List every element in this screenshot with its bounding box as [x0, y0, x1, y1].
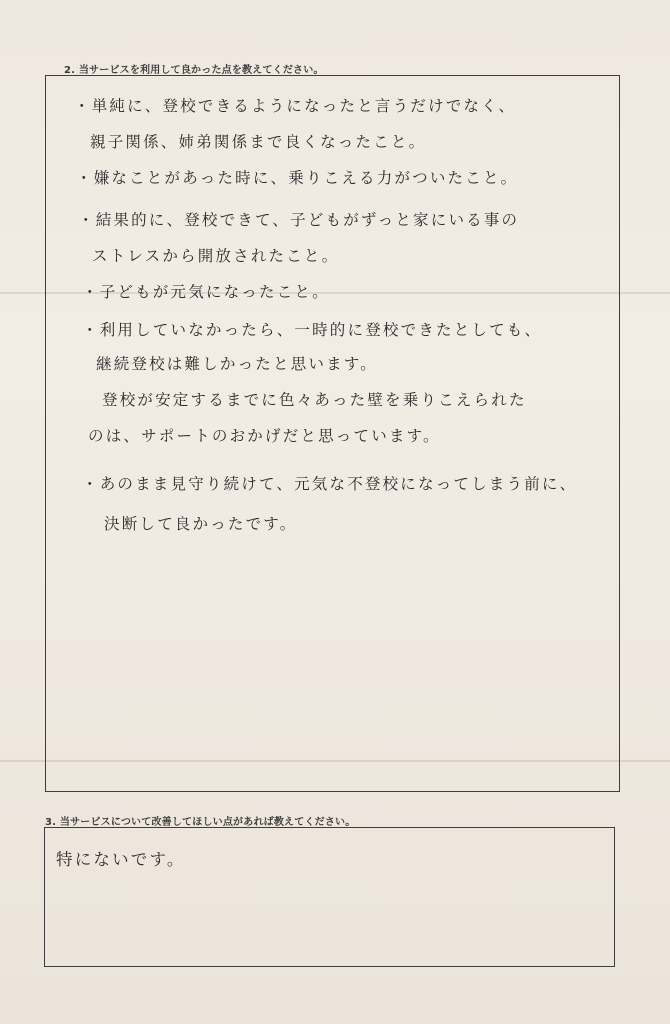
answer-2-line-12: 決断して良かったです。: [104, 515, 298, 533]
answer-2-line-9: 登校が安定するまでに色々あった壁を乗りこえられた: [102, 391, 527, 409]
answer-2-line-6: ・子どもが元気になったこと。: [82, 283, 330, 301]
answer-2-line-4: ・結果的に、登校できて、子どもがずっと家にいる事の: [78, 211, 520, 229]
answer-2-line-11: ・あのまま見守り続けて、元気な不登校になってしまう前に、: [82, 475, 578, 493]
answer-3-line-1: 特にないです。: [56, 850, 186, 869]
answer-2-line-1: ・単純に、登校できるようになったと言うだけでなく、: [74, 97, 517, 115]
answer-2-line-8: 継続登校は難しかったと思います。: [96, 355, 378, 373]
question-3-label: 3. 当サービスについて改善してほしい点があれば教えてください。: [45, 817, 356, 828]
answer-2-line-10: のは、サポートのおかげだと思っています。: [88, 427, 441, 445]
answer-2-line-2: 親子関係、姉弟関係まで良くなったこと。: [90, 133, 427, 151]
answer-2-line-5: ストレスから開放されたこと。: [92, 247, 340, 265]
question-2-label: 2. 当サービスを利用して良かった点を教えてください。: [64, 65, 324, 76]
answer-2-line-3: ・嫌なことがあった時に、乗りこえる力がついたこと。: [76, 169, 519, 187]
answer-2-line-7: ・利用していなかったら、一時的に登校できたとしても、: [82, 321, 543, 339]
